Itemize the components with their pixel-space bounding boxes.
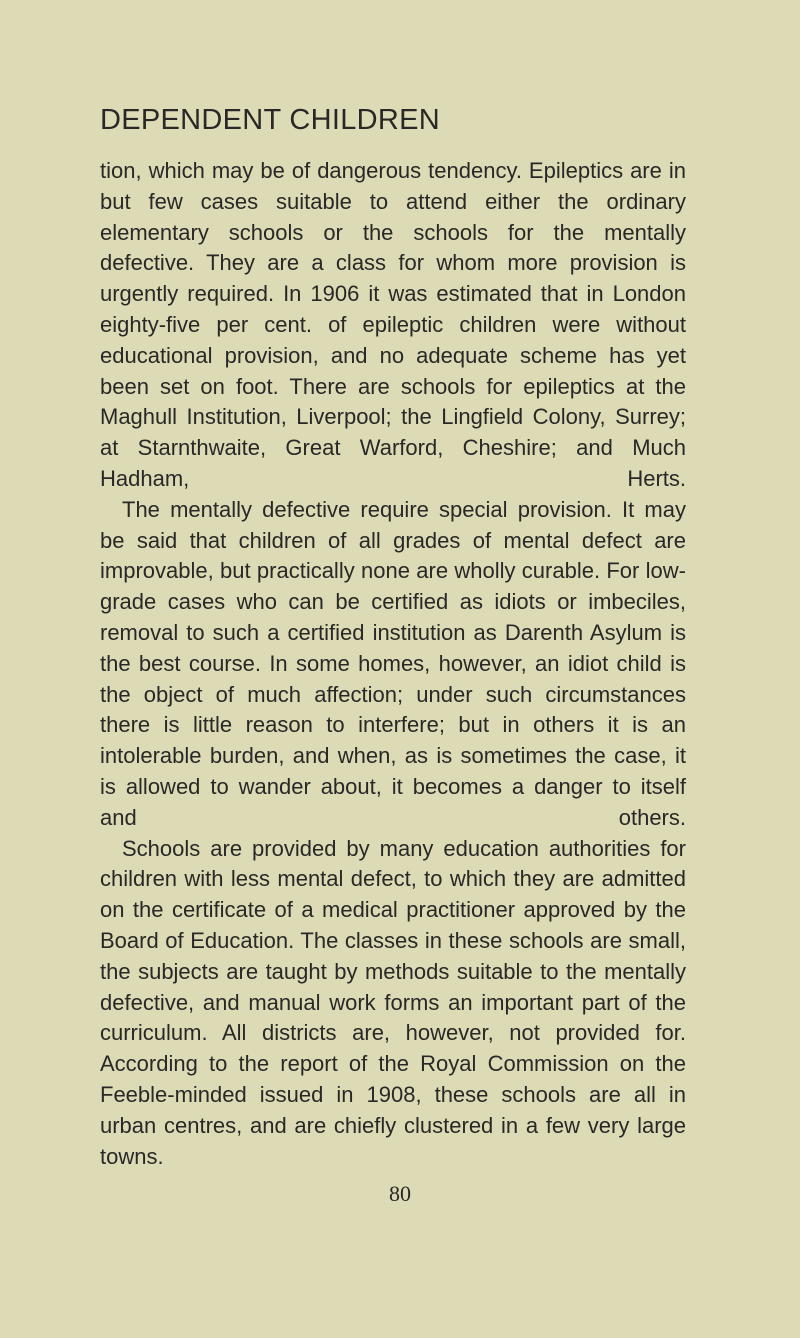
paragraph: tion, which may be of dangerous tendency. Epileptics are in but few cases suitable to attend either the ordinary elementary schools or the schools for the mentally defective. They are a class for whom more provision is urgently required. In 1906 it was estimated that in London eighty-five per cent. of epileptic children were without educational provision, and no adequate scheme has yet been set on foot. There are schools for epileptics at the Maghull Institution, Liverpool; the Lingfield Colony, Surrey; at Starnthwaite, Great Warford, Cheshire; and Much Hadham, Herts. xyxy=(100,158,686,491)
page-number: 80 xyxy=(389,1181,411,1206)
body-text xyxy=(100,156,686,1172)
paragraph: Schools are provided by many education authorities for children with less mental defect, to which they are admitted on the certificate of a medical practitioner approved by the Board of Education. The classes in these schools are small, the subjects are taught by methods suitable to the mentally defective, and manual work forms an important part of the curriculum. All districts are, however, not provided for. According to the report of the Royal Commission on the Feeble-minded issued in 1908, these schools are all in urban centres, and are chiefly clustered in a few very large towns. xyxy=(100,835,686,1169)
paragraph: The mentally defective require special provision. It may be said that children of all grades of mental defect are improvable, but practically none are wholly curable. For low-grade cases who can be certified as idiots or imbeciles, removal to such a certified institution as Darenth Asylum is the best course. In some homes, however, an idiot child is the object of much affection; under such circumstances there is little reason to interfere; but in others it is an intolerable burden, and when, as is sometimes the case, it is allowed to wander about, it becomes a danger to itself and others. xyxy=(100,496,686,830)
running-head: DEPENDENT CHILDREN xyxy=(100,104,441,136)
